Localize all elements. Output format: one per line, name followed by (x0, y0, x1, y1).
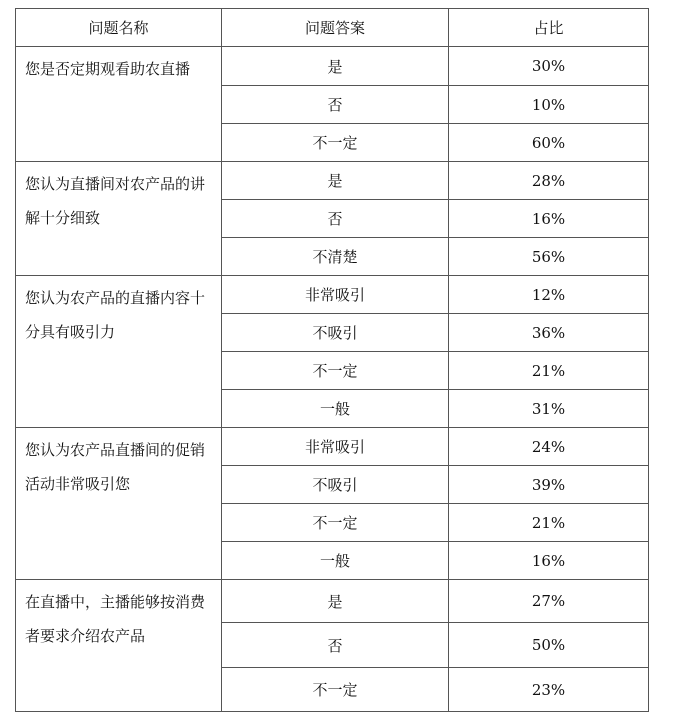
percentage-cell: 12% (449, 276, 649, 314)
percentage-cell: 16% (449, 200, 649, 238)
table-row (16, 276, 649, 314)
table-row (16, 162, 649, 200)
percentage-cell: 24% (449, 428, 649, 466)
percentage-cell: 36% (449, 314, 649, 352)
header-question-name: 问题名称 (16, 9, 222, 47)
question-cell: 您是否定期观看助农直播 (16, 47, 222, 162)
percentage-cell: 31% (449, 390, 649, 428)
answer-cell: 是 (222, 47, 449, 86)
answer-cell: 不一定 (222, 124, 449, 162)
question-cell: 您认为直播间对农产品的讲解十分细致 (16, 162, 222, 276)
question-cell: 您认为农产品直播间的促销活动非常吸引您 (16, 428, 222, 580)
table-row (16, 580, 649, 623)
table-row (16, 47, 649, 86)
answer-cell: 否 (222, 86, 449, 124)
percentage-cell: 28% (449, 162, 649, 200)
percentage-cell: 30% (449, 47, 649, 86)
percentage-cell: 50% (449, 623, 649, 668)
answer-cell: 一般 (222, 390, 449, 428)
answer-cell: 否 (222, 623, 449, 668)
percentage-cell: 16% (449, 542, 649, 580)
answer-cell: 是 (222, 162, 449, 200)
answer-cell: 不吸引 (222, 466, 449, 504)
answer-cell: 不一定 (222, 352, 449, 390)
percentage-cell: 27% (449, 580, 649, 623)
answer-cell: 一般 (222, 542, 449, 580)
table-row (16, 428, 649, 466)
answer-cell: 不吸引 (222, 314, 449, 352)
answer-cell: 是 (222, 580, 449, 623)
percentage-cell: 21% (449, 504, 649, 542)
percentage-cell: 21% (449, 352, 649, 390)
percentage-cell: 10% (449, 86, 649, 124)
answer-cell: 否 (222, 200, 449, 238)
percentage-cell: 60% (449, 124, 649, 162)
percentage-cell: 23% (449, 668, 649, 712)
percentage-cell: 39% (449, 466, 649, 504)
header-row (16, 9, 649, 47)
answer-cell: 不清楚 (222, 238, 449, 276)
answer-cell: 非常吸引 (222, 428, 449, 466)
survey-table (15, 8, 649, 712)
header-answer: 问题答案 (222, 9, 449, 47)
header-percentage: 占比 (449, 9, 649, 47)
answer-cell: 非常吸引 (222, 276, 449, 314)
question-cell: 在直播中，主播能够按消费者要求介绍农产品 (16, 580, 222, 712)
answer-cell: 不一定 (222, 668, 449, 712)
answer-cell: 不一定 (222, 504, 449, 542)
percentage-cell: 56% (449, 238, 649, 276)
question-cell: 您认为农产品的直播内容十分具有吸引力 (16, 276, 222, 428)
